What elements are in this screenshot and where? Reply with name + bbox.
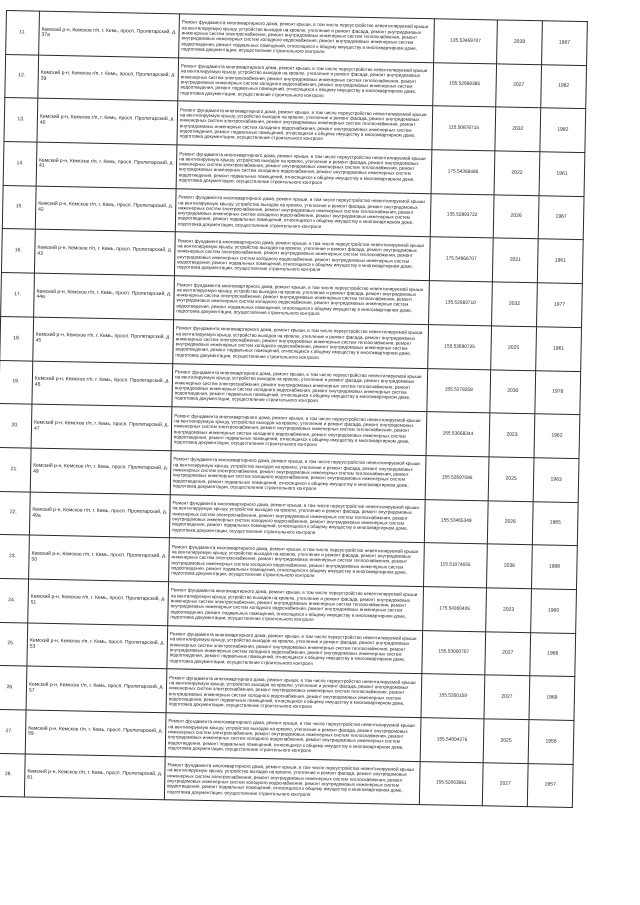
table-wrapper [0,10,586,899]
repair-schedule-table [0,10,588,808]
row-address: Кемский р-н, Кемское г/п, г. Кемь, просп. Пролетарский, д. 42 [35,186,176,232]
row-planned-year: 2027 [485,631,531,676]
row-cost: 175.54966707 [429,237,493,282]
row-work-description: Ремонт фундамента многоквартирного дома, ремонт крыши, в том числе переустройство невентилируемой крыши на вентилируемую крышу, устройство выходов на кровлю, утепление и ремонт фасада, ремонт внутридомовых инженерных систем электроснабжения, ремонт внутридомовых инженерных систем теплоснабжения, ремонт внутридомовых инженерных систем холодного водоснабжения, ремонт внутридомовых инженерных систем водоотведения, ремонт подвальных помещений, относящихся к общему имуществу в многоквартирном доме, подготовка документации, осуществление строительного контроля [171,407,427,456]
row-work-description: Ремонт фундамента многоквартирного дома, ремонт крыши, в том числе переустройство невентилируемой крыши на вентилируемую крышу, устройство выходов на кровлю, утепление и ремонт фасада, ремонт внутридомовых инженерных систем электроснабжения, ремонт внутридомовых инженерных систем теплоснабжения, ремонт внутридомовых инженерных систем холодного водоснабжения, ремонт внутридомовых инженерных систем водоотведения, ремонт подвальных помещений, относящихся к общему имуществу в многоквартирном доме, подготовка документации, осуществление строительного контроля [164,756,420,805]
row-work-description: Ремонт фундамента многоквартирного дома, ремонт крыши, в том числе переустройство невентилируемой крыши на вентилируемую крышу, устройство выходов на кровлю, утепление и ремонт фасада, ремонт внутридомовых инженерных систем электроснабжения, ремонт внутридомовых инженерных систем теплоснабжения, ремонт внутридомовых инженерных систем холодного водоснабжения, ремонт внутридомовых инженерных систем водоотведения, ремонт подвальных помещений, относящихся к общему имуществу в многоквартирном доме, подготовка документации, осуществление строительного контроля [165,713,421,762]
row-planned-year: 2025 [483,719,529,764]
row-number: 24. [0,578,29,622]
row-planned-year: 2027 [484,675,530,720]
row-address: Кемский р-н, Кемское г/п, г. Кемь, просп. Пролетарский, д. 57 [26,666,167,712]
row-number: 20. [0,404,32,448]
row-address: Кемский р-н, Кемское г/п, г. Кемь, просп. Пролетарский, д. 59 [25,710,166,756]
row-planned-year: 2021 [492,238,538,283]
row-number: 11. [6,11,40,55]
row-address: Кемский р-н, Кемское г/п, г. Кемь, просп. Пролетарский, д. 51 [28,579,169,625]
row-work-description: Ремонт фундамента многоквартирного дома, ремонт крыши, в том числе переустройство невентилируемой крыши на вентилируемую крышу, устройство выходов на кровлю, утепление и ремонт фасада, ремонт внутридомовых инженерных систем электроснабжения, ремонт внутридомовых инженерных систем теплоснабжения, ремонт внутридомовых инженерных систем холодного водоснабжения, ремонт внутридомовых инженерных систем водоотведения, ремонт подвальных помещений, относящихся к общему имуществу в многоквартирном доме, подготовка документации, осуществление строительного контроля [176,145,432,194]
row-planned-year: 2026 [493,195,539,240]
row-address: Кемский р-н, Кемское г/п, г. Кемь, просп. Пролетарский, д. 39 [38,55,179,101]
row-work-description: Ремонт фундамента многоквартирного дома, ремонт крыши, в том числе переустройство невентилируемой крыши на вентилируемую крышу, устройство выходов на кровлю, утепление и ремонт фасада, ремонт внутридомовых инженерных систем электроснабжения, ремонт внутридомовых инженерных систем теплоснабжения, ремонт внутридомовых инженерных систем холодного водоснабжения, ремонт внутридомовых инженерных систем водоотведения, ремонт подвальных помещений, относящихся к общему имуществу в многоквартирном доме, подготовка документации, осуществление строительного контроля [173,320,429,369]
row-planned-year: 2027 [482,762,528,807]
row-number: 22. [0,491,30,535]
row-build-year: 1967 [542,21,588,66]
row-build-year: 1977 [537,283,583,328]
row-cost: 155.53690725 [428,324,492,369]
row-number: 18. [0,316,34,360]
row-cost: 175.54300405 [423,587,487,632]
row-work-description: Ремонт фундамента многоквартирного дома, ремонт крыши, в том числе переустройство невентилируемой крыши на вентилируемую крышу, устройство выходов на кровлю, утепление и ремонт фасада, ремонт внутридомовых инженерных систем электроснабжения, ремонт внутридомовых инженерных систем теплоснабжения, ремонт внутридомовых инженерных систем холодного водоснабжения, ремонт внутридомовых инженерных систем водоотведения, ремонт подвальных помещений, относящихся к общему имуществу в многоквартирном доме, подготовка документации, осуществление строительного контроля [168,582,424,631]
row-cost: 155.52697595 [425,456,489,501]
row-build-year: 1957 [527,763,573,808]
row-cost: 155.52668385 [433,62,497,107]
row-address: Кемский р-н, Кемское г/п, г. Кемь, просп. Пролетарский, д. 44а [34,273,175,319]
row-cost: 115.51074655 [424,543,488,588]
row-number: 25. [0,622,28,666]
row-address: Кемский р-н, Кемское г/п, г. Кемь, просп. Пролетарский, д. 61 [24,754,165,800]
row-planned-year: 2023 [486,588,532,633]
row-number: 15. [2,185,36,229]
row-work-description: Ремонт фундамента многоквартирного дома, ремонт крыши, в том числе переустройство невентилируемой крыши на вентилируемую крышу, устройство выходов на кровлю, утепление и ремонт фасада, ремонт внутридомовых инженерных систем электроснабжения, ремонт внутридомовых инженерных систем теплоснабжения, ремонт внутридомовых инженерных систем холодного водоснабжения, ремонт внутридомовых инженерных систем водоотведения, ремонт подвальных помещений, относящихся к общему имуществу в многоквартирном доме, подготовка документации, осуществление строительного контроля [175,189,431,238]
row-planned-year: 2028 [497,20,543,65]
row-address: Кемский р-н, Кемское г/п, г. Кемь, просп. Пролетарский, д. 43 [34,230,175,276]
row-planned-year: 2022 [494,151,540,196]
row-cost: 155.5278258 [427,368,491,413]
row-build-year: 1966 [530,632,576,677]
row-cost: 155.53000707 [422,630,486,675]
row-address: Кемский р-н, Кемское г/п, г. Кемь, просп. Пролетарский, д. 47 [31,404,172,450]
row-build-year: 1961 [539,152,585,197]
row-work-description: Ремонт фундамента многоквартирного дома, ремонт крыши, в том числе переустройство невентилируемой крыши на вентилируемую крышу, устройство выходов на кровлю, утепление и ремонт фасада, ремонт внутридомовых инженерных систем электроснабжения, ремонт внутридомовых инженерных систем теплоснабжения, ремонт внутридомовых инженерных систем холодного водоснабжения, ремонт внутридомовых инженерных систем водоотведения, ремонт подвальных помещений, относящихся к общему имуществу в многоквартирном доме, подготовка документации, осуществление строительного контроля [174,276,430,325]
row-cost: 155.53668344 [426,412,490,457]
row-work-description: Ремонт фундамента многоквартирного дома, ремонт крыши, в том числе переустройство невентилируемой крыши на вентилируемую крышу, устройство выходов на кровлю, утепление и ремонт фасада, ремонт внутридомовых инженерных систем электроснабжения, ремонт внутридомовых инженерных систем теплоснабжения, ремонт внутридомовых инженерных систем холодного водоснабжения, ремонт внутридомовых инженерных систем водоотведения, ремонт подвальных помещений, относящихся к общему имуществу в многоквартирном доме, подготовка документации, осуществление строительного контроля [172,363,428,412]
row-build-year: 1961 [536,327,582,372]
row-planned-year: 2025 [491,326,537,371]
row-build-year: 1960 [531,589,577,634]
row-build-year: 1965 [532,501,578,546]
row-number: 21. [0,447,31,491]
row-build-year: 1978 [535,370,581,415]
row-work-description: Ремонт фундамента многоквартирного дома, ремонт крыши, в том числе переустройство невентилируемой крыши на вентилируемую крышу, устройство выходов на кровлю, утепление и ремонт фасада, ремонт внутридомовых инженерных систем электроснабжения, ремонт внутридомовых инженерных систем теплоснабжения, ремонт внутридомовых инженерных систем холодного водоснабжения, ремонт внутридомовых инженерных систем водоотведения, ремонт подвальных помещений, относящихся к общему имуществу в многоквартирном доме, подготовка документации, осуществление строительного контроля [179,14,435,63]
row-cost: 155.5260159 [421,674,485,719]
row-planned-year: 2036 [486,544,532,589]
row-number: 28. [0,753,25,797]
row-number: 13. [4,98,38,142]
row-planned-year: 2030 [490,369,536,414]
row-address: Кемский р-н, Кемское г/п, г. Кемь, просп. Пролетарский, д. 49 [30,448,171,494]
row-work-description: Ремонт фундамента многоквартирного дома, ремонт крыши, в том числе переустройство невентилируемой крыши на вентилируемую крышу, устройство выходов на кровлю, утепление и ремонт фасада, ремонт внутридомовых инженерных систем электроснабжения, ремонт внутридомовых инженерных систем теплоснабжения, ремонт внутридомовых инженерных систем холодного водоснабжения, ремонт внутридомовых инженерных систем водоотведения, ремонт подвальных помещений, относящихся к общему имуществу в многоквартирном доме, подготовка документации, осуществление строительного контроля [169,538,425,587]
row-planned-year: 2027 [496,64,542,109]
row-number: 23. [0,535,29,579]
row-address: Кемский р-н, Кемское г/п, г. Кемь, просп. Пролетарский, д. 40 [37,99,178,145]
row-planned-year: 2026 [487,500,533,545]
row-cost: 155.52063661 [419,761,483,806]
row-build-year: 1982 [541,64,587,109]
row-address: Кемский р-н, Кемское г/п, г. Кемь, просп. Пролетарский, д. 37а [39,11,180,57]
row-address: Кемский р-н, Кемское г/п, г. Кемь, просп. Пролетарский, д. 46 [32,361,173,407]
row-build-year: 1988 [531,545,577,590]
row-work-description: Ремонт фундамента многоквартирного дома, ремонт крыши, в том числе переустройство невентилируемой крыши на вентилируемую крышу, устройство выходов на кровлю, утепление и ремонт фасада, ремонт внутридомовых инженерных систем электроснабжения, ремонт внутридомовых инженерных систем теплоснабжения, ремонт внутридомовых инженерных систем холодного водоснабжения, ремонт внутридомовых инженерных систем водоотведения, ремонт подвальных помещений, относящихся к общему имуществу в многоквартирном доме, подготовка документации, осуществление строительного контроля [166,669,422,718]
row-number: 12. [5,54,39,98]
row-cost: 135.53469707 [434,19,498,64]
row-address: Кемский р-н, Кемское г/п, г. Кемь, просп. Пролетарский, д. 50 [29,535,170,581]
row-number: 14. [3,142,37,186]
row-cost: 155.54004276 [420,718,484,763]
row-address: Кемский р-н, Кемское г/п, г. Кемь, просп. Пролетарский, д. 53 [27,623,168,669]
row-address: Кемский р-н, Кемское г/п, г. Кемь, просп. Пролетарский, д. 41 [36,142,177,188]
row-work-description: Ремонт фундамента многоквартирного дома, ремонт крыши, в том числе переустройство невентилируемой крыши на вентилируемую крышу, устройство выходов на кровлю, утепление и ремонт фасада, ремонт внутридомовых инженерных систем электроснабжения, ремонт внутридомовых инженерных систем теплоснабжения, ремонт внутридомовых инженерных систем холодного водоснабжения, ремонт внутридомовых инженерных систем водоотведения, ремонт подвальных помещений, относящихся к общему имуществу в многоквартирном доме, подготовка документации, осуществление строительного контроля [174,232,430,281]
row-address: Кемский р-н, Кемское г/п, г. Кемь, просп. Пролетарский, д. 45 [33,317,174,363]
row-build-year: 1962 [534,414,580,459]
row-work-description: Ремонт фундамента многоквартирного дома, ремонт крыши, в том числе переустройство невентилируемой крыши на вентилируемую крышу, устройство выходов на кровлю, утепление и ремонт фасада, ремонт внутридомовых инженерных систем электроснабжения, ремонт внутридомовых инженерных систем теплоснабжения, ремонт внутридомовых инженерных систем холодного водоснабжения, ремонт внутридомовых инженерных систем водоотведения, ремонт подвальных помещений, относящихся к общему имуществу в многоквартирном доме, подготовка документации, осуществление строительного контроля [170,451,426,500]
row-cost: 175.54368485 [431,150,495,195]
row-number: 16. [1,229,35,273]
row-planned-year: 2025 [488,457,534,502]
row-address: Кемский р-н, Кемское г/п, г. Кемь, просп. Пролетарский, д. 49а [29,492,170,538]
row-number: 19. [0,360,33,404]
row-work-description: Ремонт фундамента многоквартирного дома, ремонт крыши, в том числе переустройство невентилируемой крыши на вентилируемую крышу, устройство выходов на кровлю, утепление и ремонт фасада, ремонт внутридомовых инженерных систем электроснабжения, ремонт внутридомовых инженерных систем теплоснабжения, ремонт внутридомовых инженерных систем холодного водоснабжения, ремонт внутридомовых инженерных систем водоотведения, ремонт подвальных помещений, относящихся к общему имуществу в многоквартирном доме, подготовка документации, осуществление строительного контроля [177,101,433,150]
row-planned-year: 2032 [492,282,538,327]
row-work-description: Ремонт фундамента многоквартирного дома, ремонт крыши, в том числе переустройство невентилируемой крыши на вентилируемую крышу, устройство выходов на кровлю, утепление и ремонт фасада, ремонт внутридомовых инженерных систем электроснабжения, ремонт внутридомовых инженерных систем теплоснабжения, ремонт внутридомовых инженерных систем холодного водоснабжения, ремонт внутридомовых инженерных систем водоотведения, ремонт подвальных помещений, относящихся к общему имуществу в многоквартирном доме, подготовка документации, осуществление строительного контроля [178,58,434,107]
table-body [0,11,587,808]
row-build-year: 1969 [529,676,575,721]
row-build-year: 1967 [538,196,584,241]
row-cost: 115.50878715 [432,106,496,151]
row-planned-year: 2032 [495,107,541,152]
row-work-description: Ремонт фундамента многоквартирного дома, ремонт крыши, в том числе переустройство невентилируемой крыши на вентилируемую крышу, устройство выходов на кровлю, утепление и ремонт фасада, ремонт внутридомовых инженерных систем электроснабжения, ремонт внутридомовых инженерных систем теплоснабжения, ремонт внутридомовых инженерных систем холодного водоснабжения, ремонт внутридомовых инженерных систем водоотведения, ремонт подвальных помещений, относящихся к общему имуществу в многоквартирном доме, подготовка документации, осуществление строительного контроля [169,494,425,543]
row-cost: 135.52083710 [429,281,493,326]
row-build-year: 1963 [533,458,579,503]
row-work-description: Ремонт фундамента многоквартирного дома, ремонт крыши, в том числе переустройство невентилируемой крыши на вентилируемую крышу, устройство выходов на кровлю, утепление и ремонт фасада, ремонт внутридомовых инженерных систем электроснабжения, ремонт внутридомовых инженерных систем теплоснабжения, ремонт внутридомовых инженерных систем холодного водоснабжения, ремонт внутридомовых инженерных систем водоотведения, ремонт подвальных помещений, относящихся к общему имуществу в многоквартирном доме, подготовка документации, осуществление строительного контроля [167,625,423,674]
row-build-year: 1982 [540,108,586,153]
row-build-year: 1961 [537,239,583,284]
row-cost: 135.52893722 [430,193,494,238]
row-number: 27. [0,709,26,753]
row-cost: 155.53465349 [424,499,488,544]
row-planned-year: 2023 [489,413,535,458]
row-number: 17. [1,273,35,317]
row-number: 26. [0,666,27,710]
row-build-year: 1956 [528,720,574,765]
